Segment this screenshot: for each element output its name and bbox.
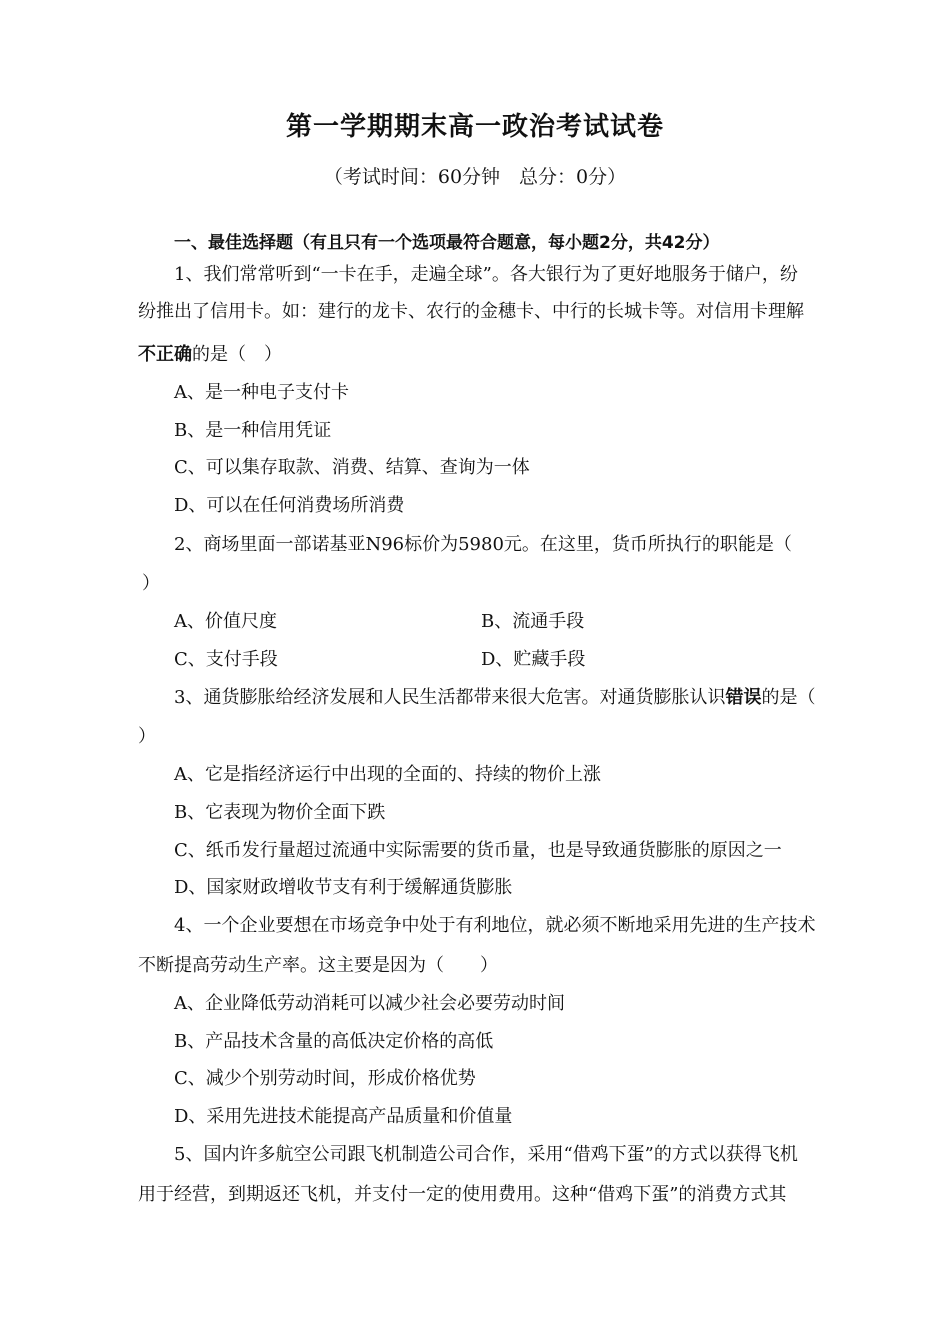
q3-option-a: A、它是指经济运行中出现的全面的、持续的物价上涨	[174, 764, 601, 785]
section-heading: 一、最佳选择题（有且只有一个选项最符合题意，每小题2分，共42分）	[174, 233, 720, 253]
page-title: 第一学期期末高一政治考试试卷	[285, 112, 664, 142]
q3-option-c: C、纸币发行量超过流通中实际需要的货币量，也是导致通货膨胀的原因之一	[174, 840, 782, 861]
q1-option-a: A、是一种电子支付卡	[174, 382, 349, 403]
q1-line-1: 1、我们常常听到“一卡在手，走遍全球”。各大银行为了更好地服务于储户，纷	[174, 264, 798, 285]
q4-option-b: B、产品技术含量的高低决定价格的高低	[174, 1031, 494, 1052]
q3-line-2: ）	[138, 726, 156, 747]
q2-option-d: D、贮藏手段	[481, 649, 586, 670]
q4-option-d: D、采用先进技术能提高产品质量和价值量	[174, 1106, 513, 1127]
q4-line-1: 4、一个企业要想在市场竞争中处于有利地位，就必须不断地采用先进的生产技术	[174, 915, 816, 936]
q5-line-1: 5、国内许多航空公司跟飞机制造公司合作，采用“借鸡下蛋”的方式以获得飞机	[174, 1144, 798, 1165]
q3-emphasis: 错误	[725, 687, 762, 708]
q3-line-1-pre: 3、通货膨胀给经济发展和人民生活都带来很大危害。对通货膨胀认识	[174, 687, 726, 708]
q2-option-b: B、流通手段	[481, 611, 585, 632]
q2-option-a: A、价值尺度	[174, 611, 277, 632]
exam-info: （考试时间：60分钟 总分：0分）	[323, 166, 627, 188]
q5-line-2: 用于经营，到期返还飞机，并支付一定的使用费用。这种“借鸡下蛋”的消费方式其	[138, 1184, 787, 1205]
q1-option-c: C、可以集存取款、消费、结算、查询为一体	[174, 457, 530, 478]
q2-line-2: ）	[142, 573, 160, 594]
q4-line-2: 不断提高劳动生产率。这主要是因为（ ）	[138, 955, 498, 976]
q4-option-a: A、企业降低劳动消耗可以减少社会必要劳动时间	[174, 993, 565, 1014]
q3-option-b: B、它表现为物价全面下跌	[174, 802, 386, 823]
q2-line-1: 2、商场里面一部诺基亚N96标价为5980元。在这里，货币所执行的职能是（	[174, 534, 792, 555]
q1-line-3-rest: 的是（ ）	[192, 344, 282, 365]
q1-emphasis: 不正确	[138, 344, 192, 365]
q2-option-c: C、支付手段	[174, 649, 278, 670]
q3-option-d: D、国家财政增收节支有利于缓解通货膨胀	[174, 877, 513, 898]
q3-line-1	[174, 686, 815, 710]
q1-option-d: D、可以在任何消费场所消费	[174, 495, 405, 516]
q1-option-b: B、是一种信用凭证	[174, 420, 332, 441]
q1-line-2: 纷推出了信用卡。如：建行的龙卡、农行的金穗卡、中行的长城卡等。对信用卡理解	[138, 301, 804, 322]
q3-line-1-post: 的是（	[761, 687, 816, 708]
q4-option-c: C、减少个别劳动时间，形成价格优势	[174, 1068, 476, 1089]
q1-line-3	[138, 343, 282, 367]
